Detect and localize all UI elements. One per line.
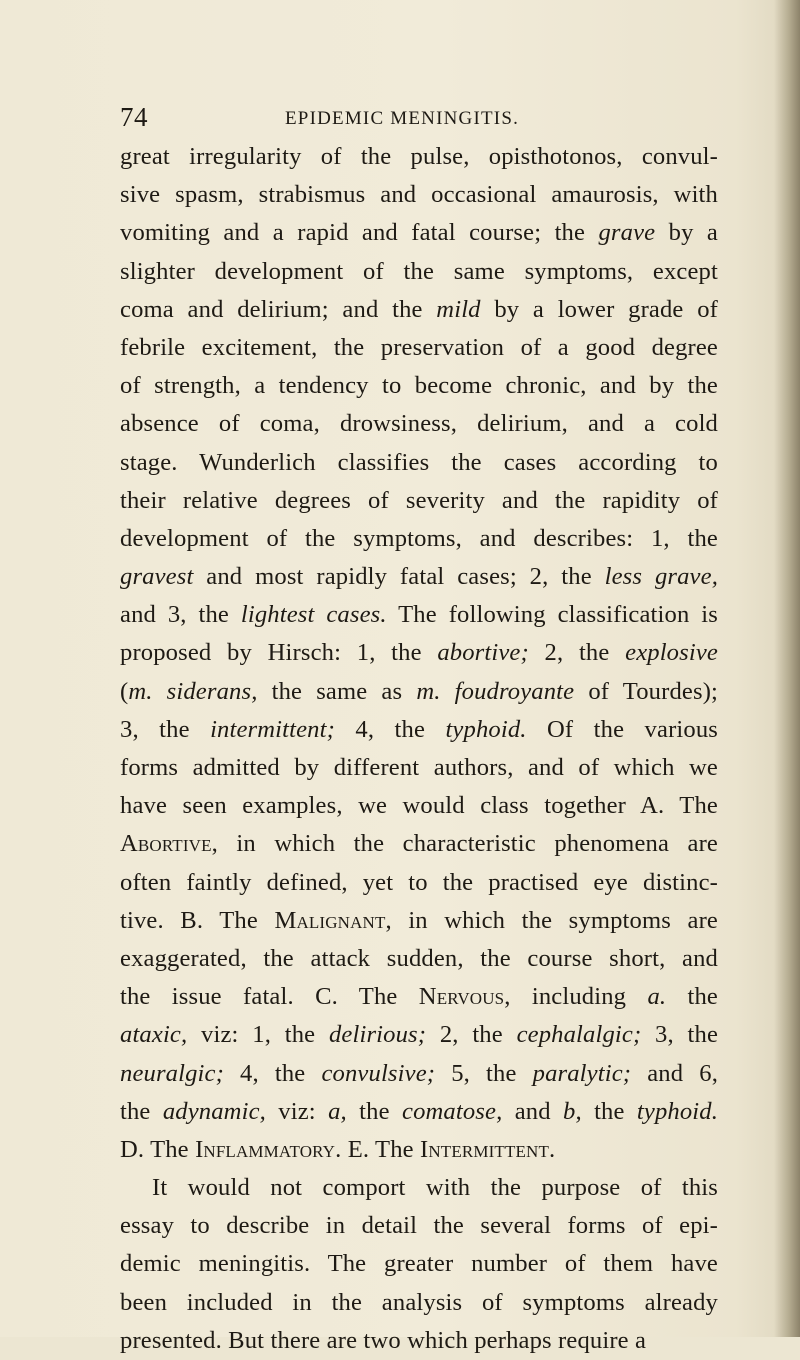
- text-run: stage. Wunderlich classifies the cases according to: [120, 448, 718, 476]
- text-run: convulsive;: [321, 1059, 436, 1087]
- text-line: [120, 1093, 718, 1131]
- text-run: of strength, a tendency to become chronic, and by the: [120, 372, 718, 400]
- text-line: [120, 482, 718, 520]
- text-line: [120, 405, 718, 443]
- text-line: [120, 902, 718, 940]
- text-line: [120, 1284, 718, 1322]
- text-run: m. foudroyante: [416, 677, 575, 705]
- text-run: by a: [655, 219, 718, 247]
- page-header: [120, 102, 720, 142]
- text-run: grave: [598, 219, 656, 247]
- text-run: development of the symptoms, and describes: 1, the: [120, 524, 718, 552]
- text-run: viz: 1, the: [187, 1021, 329, 1049]
- text-run: great irregularity of the pulse, opisthotonos, convul-: [120, 143, 718, 170]
- text-run: Of the various: [526, 715, 719, 743]
- text-run: abortive;: [437, 639, 529, 667]
- text-run: m. siderans,: [128, 677, 258, 705]
- text-run: typhoid.: [445, 715, 527, 743]
- text-run: essay to describe in detail the several forms of epi-: [120, 1212, 718, 1240]
- text-run: Abortive,: [120, 830, 218, 858]
- text-line: [120, 1207, 718, 1245]
- text-line: [120, 1245, 718, 1283]
- text-run: 4, the: [223, 1059, 322, 1087]
- text-run: The following classification is: [386, 601, 719, 629]
- text-run: E. The: [341, 1135, 421, 1163]
- text-run: by a lower grade of: [480, 295, 718, 323]
- text-run: have seen examples, we would class together A. The: [120, 792, 718, 820]
- text-run: a.: [647, 983, 667, 1011]
- text-run: absence of coma, drowsiness, delirium, and a cold: [120, 410, 718, 438]
- running-head: EPIDEMIC MENINGITIS.: [285, 108, 520, 129]
- text-run: forms admitted by different authors, and of which we: [120, 754, 718, 781]
- text-line: [120, 673, 718, 711]
- text-line: [120, 634, 718, 672]
- text-run: Intermittent.: [420, 1135, 556, 1163]
- text-run: presented. But there are two which perhaps require a: [120, 1326, 647, 1354]
- page-edge-shadow: [774, 0, 800, 1337]
- text-run: (: [120, 677, 129, 705]
- text-run: Malignant,: [274, 906, 392, 934]
- text-line: [120, 367, 718, 405]
- text-run: in which the symptoms are: [391, 906, 718, 934]
- text-run: intermittent;: [210, 715, 335, 743]
- text-line: [120, 329, 718, 367]
- text-run: the same as: [257, 677, 417, 705]
- text-run: and 3, the: [120, 601, 241, 629]
- text-run: gravest: [120, 563, 194, 591]
- text-run: demic meningitis. The greater number of them have: [120, 1250, 718, 1278]
- text-run: less grave,: [604, 563, 718, 591]
- text-run: typhoid.: [636, 1097, 719, 1125]
- text-line: [120, 1055, 718, 1093]
- text-run: D. The: [120, 1135, 196, 1163]
- text-run: coma and delirium; and the: [120, 295, 437, 323]
- text-run: the issue fatal. C. The: [120, 983, 419, 1011]
- text-run: cephalalgic;: [516, 1021, 642, 1049]
- text-line: [120, 176, 718, 214]
- text-line: [120, 711, 718, 749]
- text-run: of Tourdes);: [574, 677, 719, 705]
- text-line: [120, 214, 718, 252]
- text-run: including: [510, 983, 648, 1011]
- text-line: [120, 444, 718, 482]
- text-line: [120, 1131, 718, 1169]
- text-run: delirious;: [328, 1021, 427, 1049]
- text-run: adynamic,: [162, 1097, 266, 1125]
- text-run: vomiting and a rapid and fatal course; the: [120, 219, 599, 247]
- text-line: [120, 825, 718, 863]
- text-run: and most rapidly fatal cases; 2, the: [193, 563, 605, 591]
- text-run: explosive: [625, 639, 718, 667]
- text-run: often faintly defined, yet to the practised eye distinc-: [120, 868, 718, 896]
- text-line: [120, 978, 718, 1016]
- text-line: [120, 253, 718, 291]
- text-run: been included in the analysis of symptoms already: [120, 1288, 718, 1316]
- text-run: febrile excitement, the preservation of a good degree: [120, 333, 718, 361]
- text-line: [120, 1322, 718, 1360]
- text-line: [120, 1016, 718, 1054]
- text-run: and 6,: [631, 1059, 718, 1087]
- text-run: b,: [563, 1097, 582, 1125]
- body-text: [120, 138, 718, 1360]
- text-run: sive spasm, strabismus and occasional amaurosis, with: [120, 181, 718, 209]
- text-line: [120, 291, 718, 329]
- text-run: 2, the: [528, 639, 626, 667]
- text-line: [120, 787, 718, 825]
- text-run: mild: [436, 295, 481, 323]
- text-run: comatose,: [402, 1097, 503, 1125]
- text-run: 4, the: [334, 715, 446, 743]
- text-run: 3, the: [120, 715, 211, 743]
- text-run: neuralgic;: [120, 1059, 224, 1087]
- text-run: the: [581, 1097, 637, 1125]
- text-run: the: [120, 1097, 163, 1125]
- text-run: 2, the: [426, 1021, 517, 1049]
- text-line: [120, 940, 718, 978]
- text-run: and: [502, 1097, 563, 1125]
- text-run: 5, the: [435, 1059, 533, 1087]
- text-run: paralytic;: [532, 1059, 632, 1087]
- text-line: [120, 596, 718, 634]
- text-run: Inflammatory.: [195, 1135, 342, 1163]
- text-run: exaggerated, the attack sudden, the course short, and: [120, 944, 718, 972]
- text-run: in which the characteristic phenomena are: [217, 830, 718, 858]
- text-line: [120, 558, 718, 596]
- text-run: the: [666, 983, 718, 1011]
- text-line: [120, 864, 718, 902]
- text-line: [120, 1169, 718, 1207]
- text-run: tive. B. The: [120, 906, 275, 934]
- text-run: proposed by Hirsch: 1, the: [120, 639, 438, 667]
- text-line: [120, 138, 718, 176]
- text-run: lightest cases.: [240, 601, 387, 629]
- text-line: [120, 749, 718, 787]
- text-run: slighter development of the same symptoms, except: [120, 257, 718, 285]
- text-run: 3, the: [641, 1021, 719, 1049]
- text-run: a,: [328, 1097, 347, 1125]
- page-number: 74: [120, 102, 148, 132]
- text-run: their relative degrees of severity and the rapidity of: [120, 486, 718, 514]
- text-run: Nervous,: [418, 983, 511, 1011]
- text-run: It would not comport with the purpose of this: [152, 1174, 718, 1202]
- text-run: the: [346, 1097, 402, 1125]
- text-run: viz:: [265, 1097, 329, 1125]
- text-run: ataxic,: [120, 1021, 188, 1049]
- text-line: [120, 520, 718, 558]
